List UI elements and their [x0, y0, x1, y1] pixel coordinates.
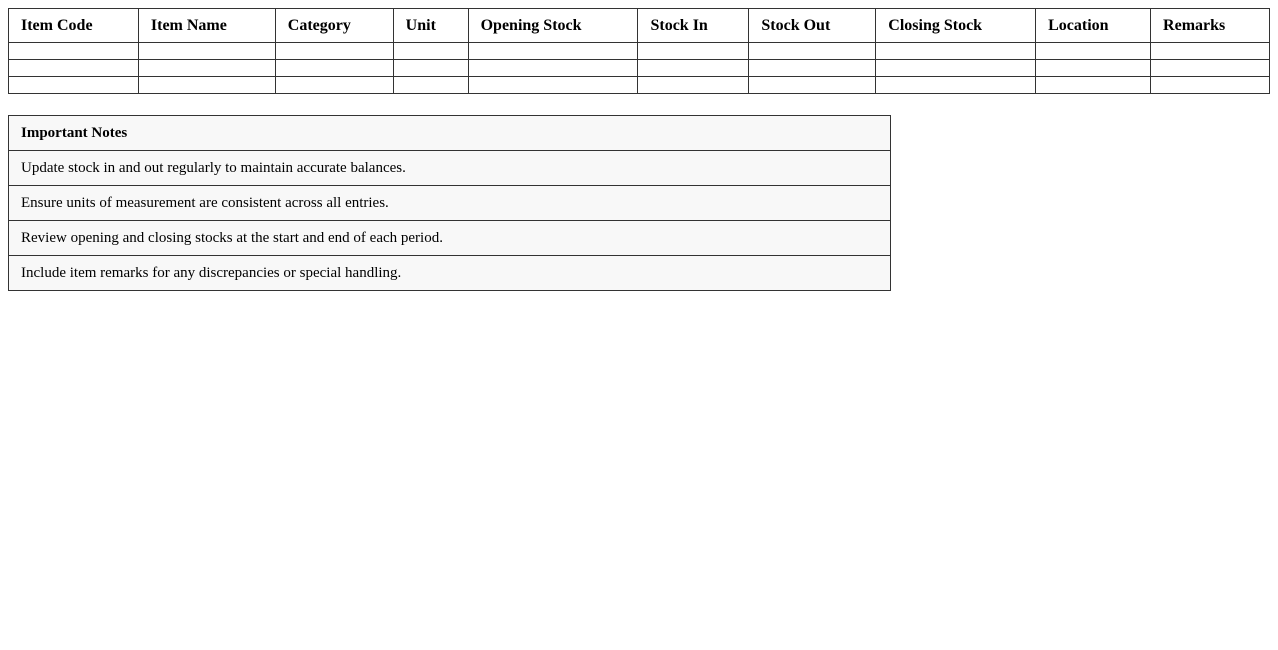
note-item: Include item remarks for any discrepancies or special handling. — [9, 256, 891, 291]
header-unit: Unit — [393, 9, 468, 43]
table-cell — [1036, 77, 1151, 94]
table-cell — [9, 43, 139, 60]
inventory-table — [8, 8, 1270, 94]
table-cell — [393, 77, 468, 94]
table-cell — [275, 77, 393, 94]
table-cell — [638, 77, 749, 94]
table-cell — [138, 60, 275, 77]
header-opening-stock: Opening Stock — [468, 9, 638, 43]
header-remarks: Remarks — [1151, 9, 1270, 43]
note-row — [9, 256, 891, 291]
table-cell — [138, 43, 275, 60]
table-cell — [393, 60, 468, 77]
note-item: Update stock in and out regularly to maintain accurate balances. — [9, 151, 891, 186]
table-cell — [275, 43, 393, 60]
note-item: Review opening and closing stocks at the start and end of each period. — [9, 221, 891, 256]
header-closing-stock: Closing Stock — [876, 9, 1036, 43]
notes-title: Important Notes — [9, 116, 891, 151]
table-cell — [9, 60, 139, 77]
header-stock-in: Stock In — [638, 9, 749, 43]
header-stock-out: Stock Out — [749, 9, 876, 43]
table-cell — [638, 60, 749, 77]
table-row — [9, 77, 1270, 94]
table-cell — [9, 77, 139, 94]
important-notes-table — [8, 115, 891, 291]
table-cell — [1151, 43, 1270, 60]
table-cell — [749, 77, 876, 94]
table-cell — [638, 43, 749, 60]
note-item: Ensure units of measurement are consistent across all entries. — [9, 186, 891, 221]
header-location: Location — [1036, 9, 1151, 43]
table-cell — [1036, 60, 1151, 77]
table-row — [9, 43, 1270, 60]
table-cell — [749, 43, 876, 60]
table-cell — [876, 43, 1036, 60]
table-cell — [876, 77, 1036, 94]
notes-header-row — [9, 116, 891, 151]
table-cell — [393, 43, 468, 60]
note-row — [9, 186, 891, 221]
table-cell — [1036, 43, 1151, 60]
header-item-name: Item Name — [138, 9, 275, 43]
table-cell — [138, 77, 275, 94]
header-item-code: Item Code — [9, 9, 139, 43]
table-cell — [876, 60, 1036, 77]
table-cell — [1151, 77, 1270, 94]
table-cell — [468, 43, 638, 60]
note-row — [9, 221, 891, 256]
table-row — [9, 60, 1270, 77]
table-cell — [749, 60, 876, 77]
note-row — [9, 151, 891, 186]
table-cell — [275, 60, 393, 77]
table-cell — [468, 77, 638, 94]
table-cell — [468, 60, 638, 77]
header-category: Category — [275, 9, 393, 43]
table-cell — [1151, 60, 1270, 77]
inventory-header-row — [9, 9, 1270, 43]
